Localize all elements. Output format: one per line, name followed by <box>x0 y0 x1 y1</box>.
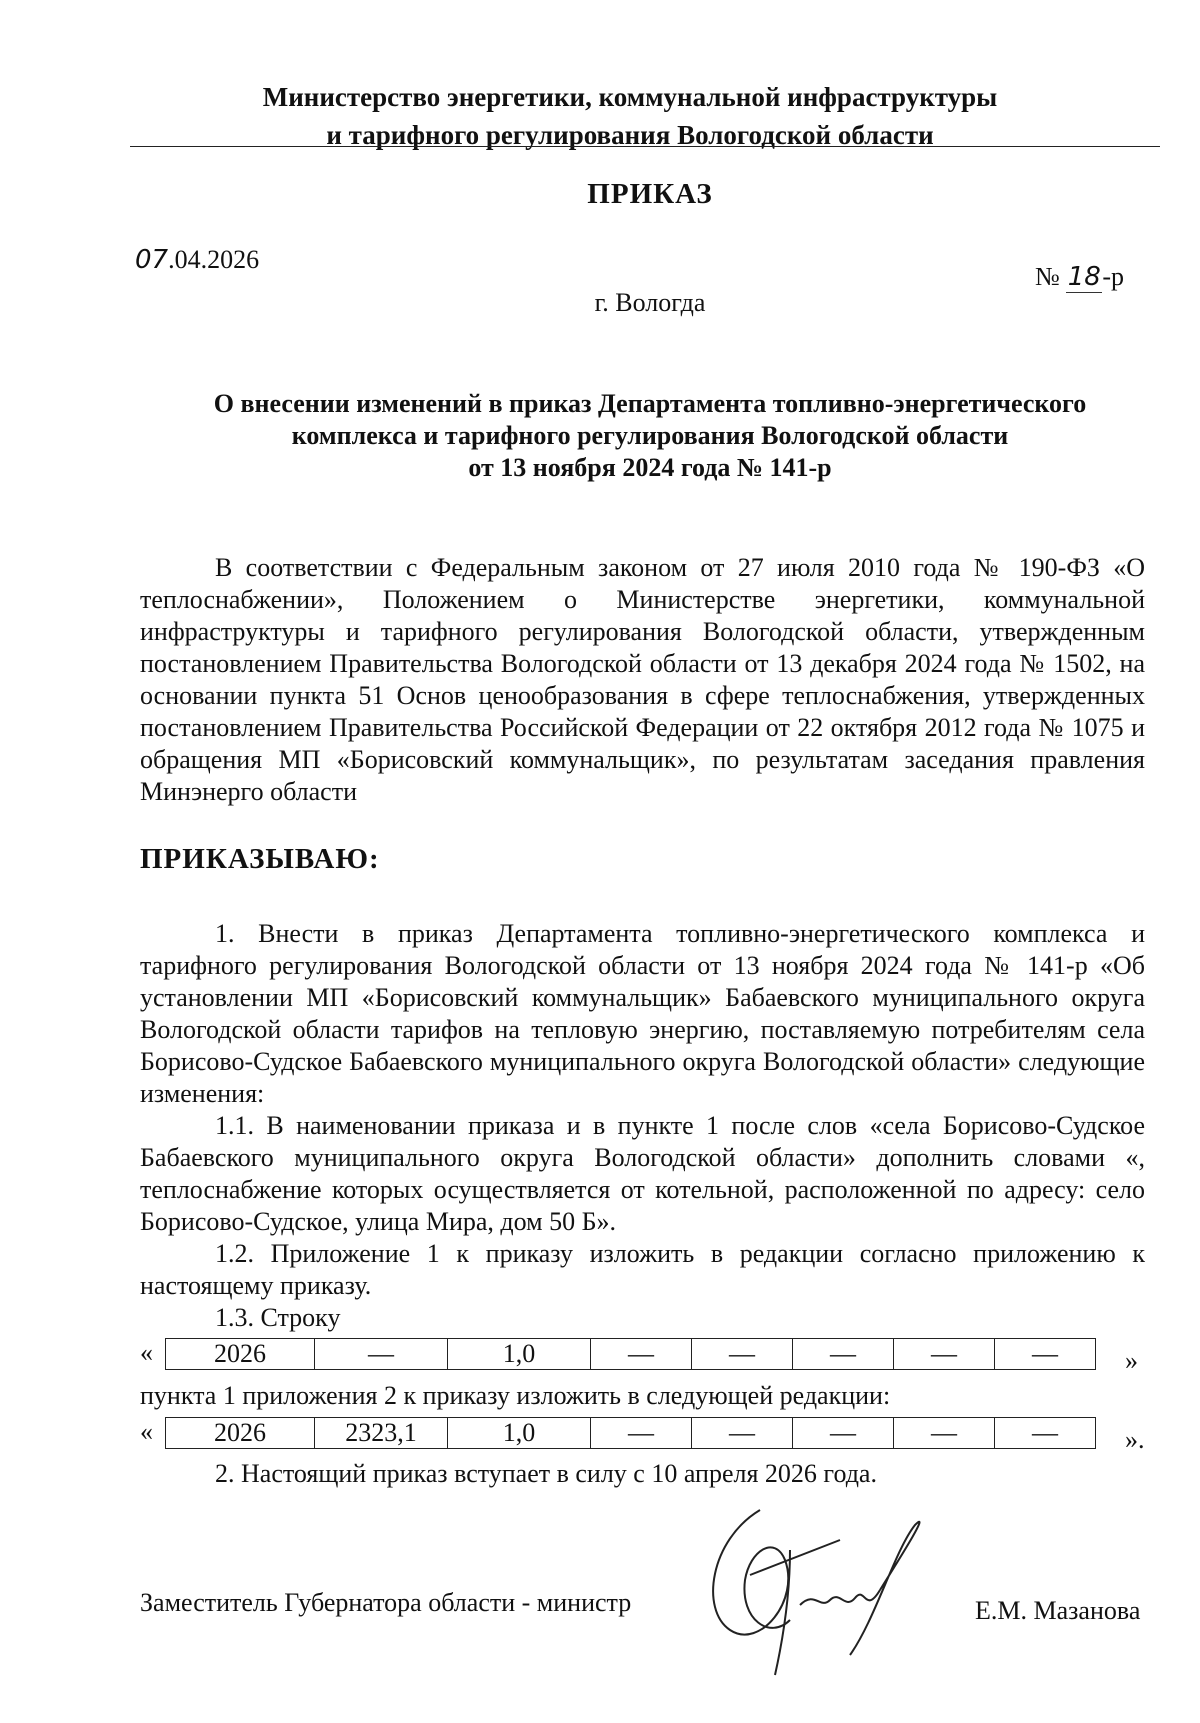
document-subject <box>155 388 1145 484</box>
old-row-cell: — <box>793 1339 894 1370</box>
old-row-cell: — <box>894 1339 995 1370</box>
document-date <box>135 245 259 275</box>
order-word: ПРИКАЗЫВАЮ: <box>140 843 380 875</box>
ministry-header-line1: Министерство энергетики, коммунальной инфраструктуры <box>262 82 998 112</box>
old-row-cell: — <box>692 1339 793 1370</box>
number-prefix: № <box>1035 262 1067 291</box>
new-row-open-quote: « <box>140 1417 153 1446</box>
new-row-close-quote: ». <box>1125 1425 1145 1454</box>
old-row-open-quote: « <box>140 1338 153 1367</box>
old-row-line <box>140 1338 1150 1375</box>
new-row-line <box>140 1417 1150 1454</box>
number-suffix: -р <box>1102 262 1124 291</box>
subject-line3: от 13 ноября 2024 года № 141-р <box>468 453 832 482</box>
date-day-handwritten: 07 <box>135 245 169 275</box>
old-row-table <box>165 1338 1096 1370</box>
item-1-1-paragraph: 1.1. В наименовании приказа и в пункте 1 после слов «села Борисово-Судское Бабаевского муниципального округа Вологодской области» дополнить словами «, теплоснабжение которых осуществляется от котельной, расположенной по адресу: село Борисово-Судское, улица Мира, дом 50 Б». <box>140 1111 1145 1236</box>
old-row-cell: — <box>591 1339 692 1370</box>
subject-line2: комплекса и тарифного регулирования Вологодской области <box>291 421 1009 450</box>
subject-line1: О внесении изменений в приказ Департамента топливно-энергетического <box>213 389 1087 418</box>
new-row-cell: 2026 <box>166 1418 315 1449</box>
number-handwritten: 18 <box>1067 262 1101 292</box>
new-row-cell: — <box>995 1418 1096 1449</box>
item-1-2-paragraph: 1.2. Приложение 1 к приказу изложить в редакции согласно приложению к настоящему приказу. <box>140 1239 1145 1300</box>
new-row-cell: 1,0 <box>448 1418 591 1449</box>
item-1-3-paragraph: 1.3. Строку <box>215 1303 341 1332</box>
date-rest: .04.2026 <box>168 245 260 274</box>
handwritten-signature <box>690 1480 950 1680</box>
old-row-cell: — <box>995 1339 1096 1370</box>
signatory-role: Заместитель Губернатора области - министр <box>140 1588 632 1617</box>
old-row-cell: 2026 <box>166 1339 315 1370</box>
old-row-cell: 1,0 <box>448 1339 591 1370</box>
signatory-name: Е.М. Мазанова <box>975 1596 1141 1625</box>
header-divider <box>130 146 1160 147</box>
ministry-header-line2: и тарифного регулирования Вологодской области <box>326 120 934 150</box>
new-row-cell: 2323,1 <box>315 1418 448 1449</box>
preamble-paragraph: В соответствии с Федеральным законом от 27 июля 2010 года № 190-ФЗ «О теплоснабжении», Положением о Министерстве энергетики, коммунальной инфраструктуры и тарифного регулирования Вологодской области, утвержденным постановлением Правительства Вологодской области от 13 декабря 2024 года № 1502, на основании пункта 51 Основ ценообразования в сфере теплоснабжения, утвержденных постановлением Правительства Российской Федерации от 22 октября 2012 года № 1075 и обращения МП «Борисовский коммунальщик», по результатам заседания правления Минэнерго области <box>140 553 1145 806</box>
old-row-close-quote: » <box>1125 1346 1138 1375</box>
new-row-cell: — <box>591 1418 692 1449</box>
between-rows-text: пункта 1 приложения 2 к приказу изложить в следующей редакции: <box>140 1381 891 1410</box>
item-2-paragraph: 2. Настоящий приказ вступает в силу с 10 апреля 2026 года. <box>215 1459 877 1488</box>
old-row-cell: — <box>315 1339 448 1370</box>
ministry-header <box>130 78 1130 154</box>
document-city: г. Вологда <box>594 288 706 317</box>
new-row-cell: — <box>894 1418 995 1449</box>
new-row-cell: — <box>793 1418 894 1449</box>
new-row-table <box>165 1417 1096 1449</box>
document-title: ПРИКАЗ <box>587 178 713 210</box>
item-1-paragraph: 1. Внести в приказ Департамента топливно-энергетического комплекса и тарифного регулирования Вологодской области от 13 ноября 2024 года № 141-р «Об установлении МП «Борисовский коммунальщик» Бабаевского муниципального округа Вологодской области тарифов на тепловую энергию, поставляемую потребителям села Борисово-Судское Бабаевского муниципального округа Вологодской области» следующие изменения: <box>140 919 1145 1108</box>
new-row-cell: — <box>692 1418 793 1449</box>
